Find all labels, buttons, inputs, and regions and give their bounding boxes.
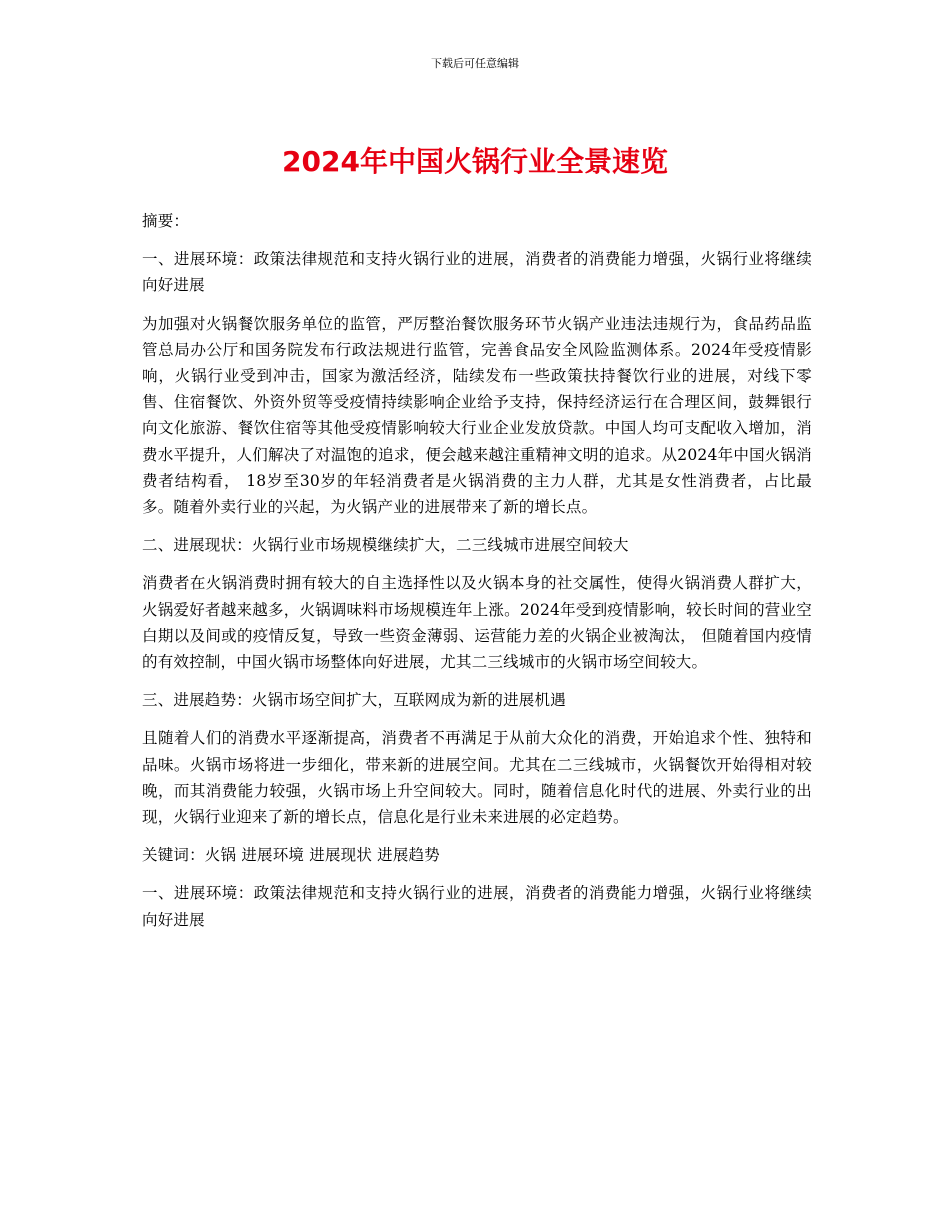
abstract-label: 摘要： <box>142 212 190 230</box>
document-body <box>142 208 812 933</box>
section-heading-3: 三、进展趋势：火锅市场空间扩大，互联网成为新的进展机遇 <box>142 691 566 710</box>
section-body-2: 消费者在火锅消费时拥有较大的自主选择性以及火锅本身的社交属性，使得火锅消费人群扩大，火锅爱好者越来越多，火锅调味料市场规模连年上涨。2024年受到疫情影响，较长时间的营业空白期以及间或的疫情反复，导致一些资金薄弱、运营能力差的火锅企业被淘汰， 但随着国内疫情的有效控制，中国火锅市场整体向好进展，尤其二三线城市的火锅市场空间较大。 <box>142 574 812 672</box>
section-body-3: 且随着人们的消费水平逐渐提高，消费者不再满足于从前大众化的消费，开始追求个性、独特和品味。火锅市场将进一步细化，带来新的进展空间。尤其在二三线城市，火锅餐饮开始得相对较晚，而其消费能力较强，火锅市场上升空间较大。同时，随着信息化时代的进展、外卖行业的出现，火锅行业迎来了新的增长点，信息化是行业未来进展的必定趋势。 <box>142 729 812 827</box>
section-heading-1: 一、进展环境：政策法律规范和支持火锅行业的进展，消费者的消费能力增强，火锅行业将继续向好进展 <box>142 250 812 295</box>
section-body-1: 为加强对火锅餐饮服务单位的监管，严厉整治餐饮服务环节火锅产业违法违规行为，食品药品监管总局办公厅和国务院发布行政法规进行监管，完善食品安全风险监测体系。2024年受疫情影响，火锅行业受到冲击，国家为激活经济，陆续发布一些政策扶持餐饮行业的进展，对线下零售、住宿餐饮、外资外贸等受疫情持续影响企业给予支持，保持经济运行在合理区间，鼓舞银行向文化旅游、餐饮住宿等其他受疫情影响较大行业企业发放贷款。中国人均可支配收入增加，消费水平提升，人们解决了对温饱的追求，便会越来越注重精神文明的追求。从2024年中国火锅消费者结构看， 18岁至30岁的年轻消费者是火锅消费的主力人群，尤其是女性消费者，占比最多。随着外卖行业的兴起，为火锅产业的进展带来了新的增长点。 <box>142 314 812 517</box>
section-heading-repeat: 一、进展环境：政策法律规范和支持火锅行业的进展，消费者的消费能力增强，火锅行业将继续向好进展 <box>142 884 812 929</box>
section-heading-2: 二、进展现状：火锅行业市场规模继续扩大，二三线城市进展空间较大 <box>142 536 629 555</box>
document-title: 2024年中国火锅行业全景速览 <box>282 145 668 178</box>
header-note: 下载后可任意编辑 <box>431 57 519 70</box>
keywords-line: 关键词：火锅 进展环境 进展现状 进展趋势 <box>142 846 440 865</box>
